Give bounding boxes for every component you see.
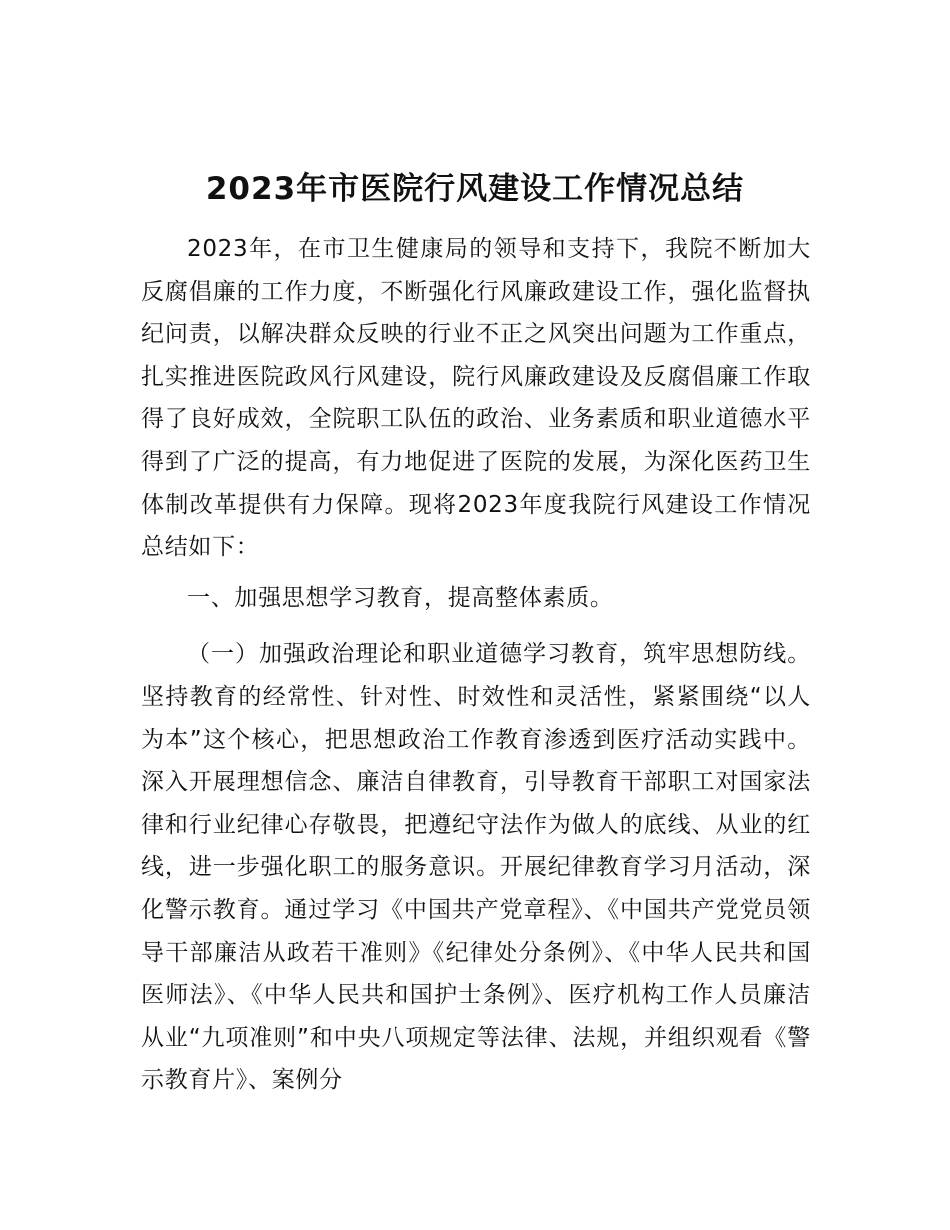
- document-body: [141, 228, 811, 1102]
- section-heading-1: 一、加强思想学习教育，提高整体素质。: [187, 584, 614, 611]
- subsection-paragraph-1: （一）加强政治理论和职业道德学习教育，筑牢思想防线。坚持教育的经常性、针对性、时效性和灵活性，紧紧围绕“以人为本”这个核心，把思想政治工作教育渗透到医疗活动实践中。深入开展理想信念、廉洁自律教育，引导教育干部职工对国家法律和行业纪律心存敬畏，把遵纪守法作为做人的底线、从业的红线，进一步强化职工的服务意识。开展纪律教育学习月活动，深化警示教育。通过学习《中国共产党章程》、《中国共产党党员领导干部廉洁从政若干准则》《纪律处分条例》、《中华人民共和国医师法》、《中华人民共和国护士条例》、医疗机构工作人员廉洁从业“九项准则”和中央八项规定等法律、法规，并组织观看《警示教育片》、案例分: [141, 641, 811, 1094]
- intro-paragraph: 2023年，在市卫生健康局的领导和支持下，我院不断加大反腐倡廉的工作力度，不断强化行风廉政建设工作，强化监督执纪问责，以解决群众反映的行业不正之风突出问题为工作重点，扎实推进医院政风行风建设，院行风廉政建设及反腐倡廉工作取得了良好成效，全院职工队伍的政治、业务素质和职业道德水平得到了广泛的提高，有力地促进了医院的发展，为深化医药卫生体制改革提供有力保障。现将2023年度我院行风建设工作情况总结如下：: [141, 236, 811, 561]
- document-title: 2023年市医院行风建设工作情况总结: [205, 171, 745, 207]
